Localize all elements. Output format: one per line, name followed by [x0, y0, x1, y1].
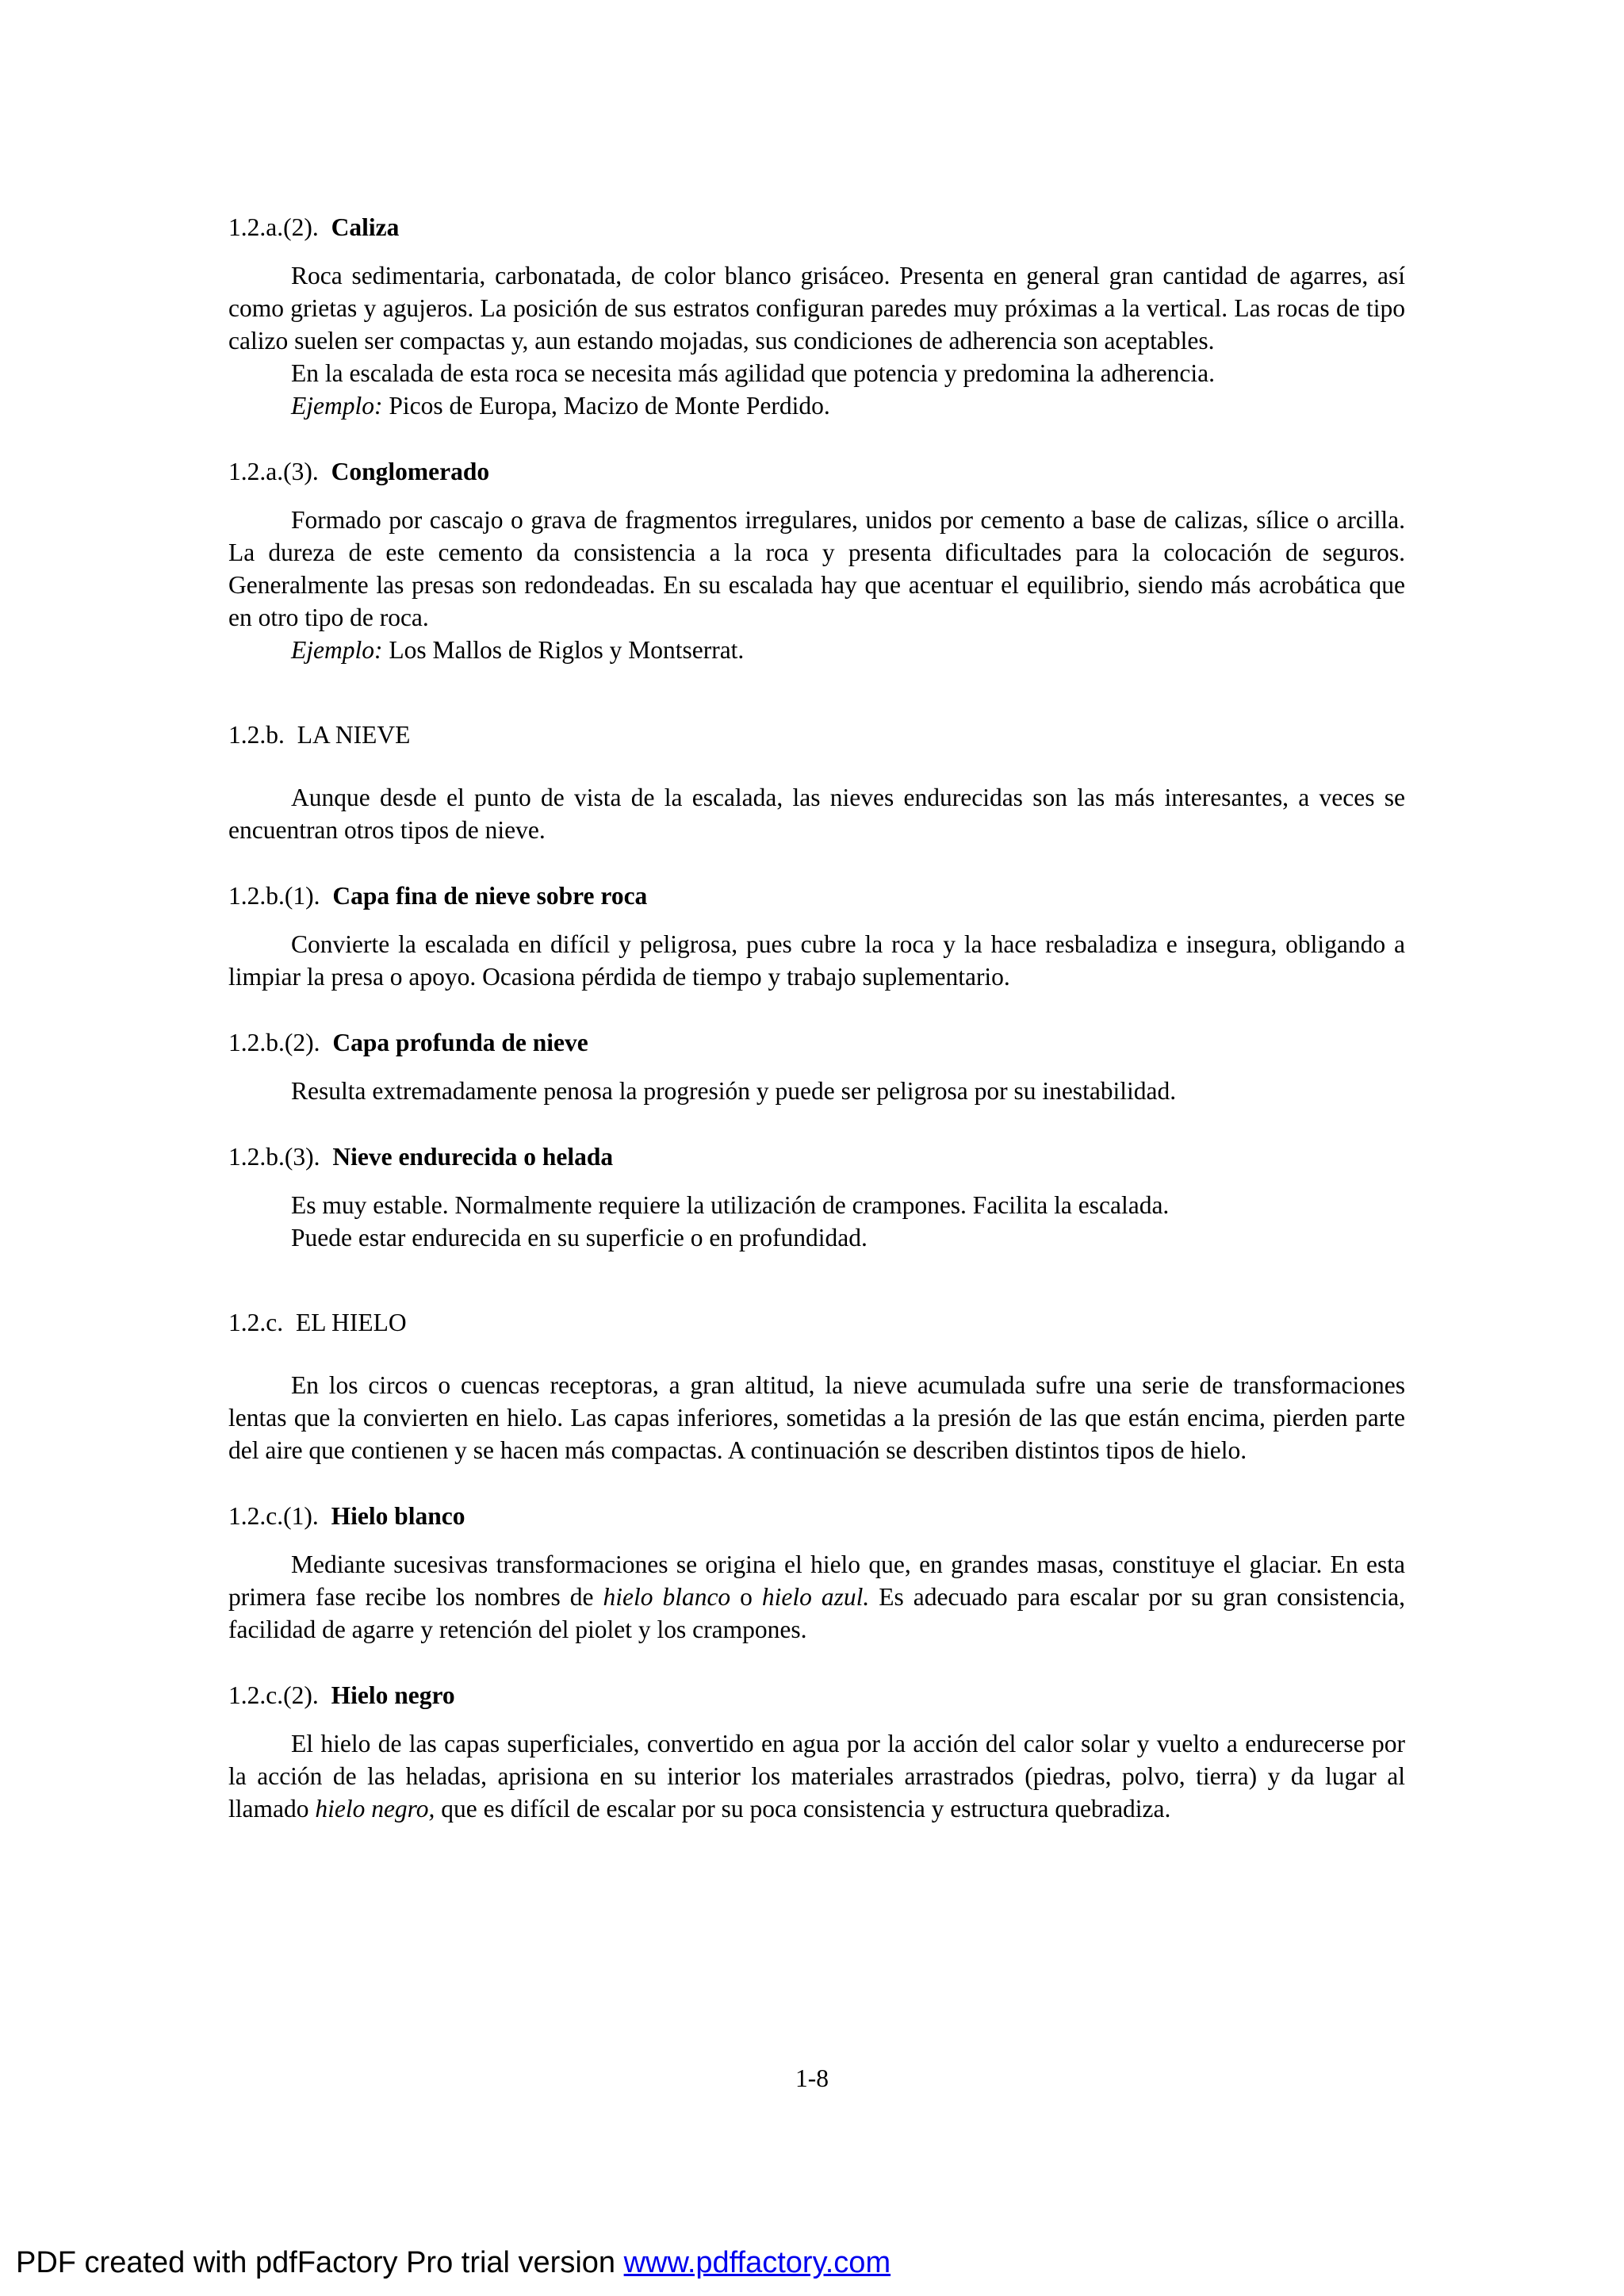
text-run: Mediante sucesivas transformaciones se origina el hielo que, en grandes masas, constituye el glaciar. En esta primera fase recibe los nombres de: [228, 1550, 1405, 1611]
capa-fina-paragraph-1: Convierte la escalada en difícil y peligrosa, pues cubre la roca y la hace resbaladiza e insegura, obligando a limpiar la presa o apoyo. Ocasiona pérdida de tiempo y trabajo suplementario.: [228, 930, 1405, 991]
heading-title: Hielo negro: [331, 1681, 455, 1709]
heading-number: 1.2.a.(2).: [228, 213, 319, 241]
heading-title: Capa fina de nieve sobre roca: [332, 882, 648, 910]
heading-title: Conglomerado: [331, 458, 490, 485]
page-number: 1-8: [795, 2064, 829, 2092]
heading-number: 1.2.c.(2).: [228, 1681, 319, 1709]
conglomerado-example: [228, 634, 1405, 666]
heading-number: 1.2.c.: [228, 1309, 284, 1336]
nieve-endurecida-paragraph-2: Puede estar endurecida en su superficie o en profundidad.: [291, 1224, 868, 1251]
caliza-paragraph-2: En la escalada de esta roca se necesita más agilidad que potencia y predomina la adherencia.: [291, 359, 1215, 387]
text-run: Es adecuado para escalar por su gran consistencia, facilidad de agarre y retención del piolet y los crampones.: [228, 1583, 1406, 1643]
caliza-example: [228, 389, 1405, 422]
text-run: que es difícil de escalar por su poca consistencia y estructura quebradiza.: [435, 1795, 1171, 1823]
conglomerado-paragraph-1: Formado por cascajo o grava de fragmentos irregulares, unidos por cemento a base de calizas, sílice o arcilla. La dureza de este cemento da consistencia a la roca y presenta dificultades para la colocación de seguros. Generalmente las presas son redondeadas. En su escalada hay que acentuar el equilibrio, siendo más acrobática que en otro tipo de roca.: [228, 506, 1405, 631]
nieve-paragraph-1: Aunque desde el punto de vista de la escalada, las nieves endurecidas son las más interesantes, a veces se encuentran otros tipos de nieve.: [228, 784, 1405, 844]
hielo-negro-paragraph-1: [228, 1727, 1405, 1825]
heading-conglomerado: [228, 455, 1405, 488]
example-label: Ejemplo:: [291, 392, 383, 420]
capa-profunda-paragraph-1: Resulta extremadamente penosa la progresión y puede ser peligrosa por su inestabilidad.: [291, 1077, 1177, 1105]
heading-title: Capa profunda de nieve: [332, 1029, 588, 1056]
heading-hielo-blanco: [228, 1500, 1405, 1532]
heading-el-hielo: [228, 1306, 1405, 1339]
page-content: [228, 211, 1405, 1825]
example-label: Ejemplo:: [291, 636, 383, 664]
heading-number: 1.2.b.(3).: [228, 1143, 320, 1171]
heading-caliza: [228, 211, 1405, 243]
heading-title: Hielo blanco: [331, 1502, 465, 1530]
heading-title: EL HIELO: [295, 1309, 407, 1336]
pdf-footer: [16, 2244, 891, 2281]
nieve-endurecida-paragraph-1: Es muy estable. Normalmente requiere la utilización de crampones. Facilita la escalada.: [291, 1191, 1170, 1219]
emphasis-hielo-azul: hielo azul.: [761, 1583, 870, 1611]
example-text: Los Mallos de Riglos y Montserrat.: [382, 636, 745, 664]
footer-link[interactable]: www.pdffactory.com: [623, 2246, 891, 2279]
text-run: El hielo de las capas superficiales, convertido en agua por la acción del calor solar y vuelto a endurecerse por la acción de las heladas, aprisiona en su interior los materiales arrastrados (piedras, polvo, tierra) y da lugar al llamado: [228, 1730, 1405, 1823]
text-run: o: [730, 1583, 762, 1611]
hielo-blanco-paragraph-1: [228, 1548, 1405, 1646]
caliza-paragraph-1: Roca sedimentaria, carbonatada, de color blanco grisáceo. Presenta en general gran cantidad de agarres, así como grietas y agujeros. La posición de sus estratos configuran paredes muy próximas a la vertical. Las rocas de tipo calizo suelen ser compactas y, aun estando mojadas, sus condiciones de adherencia son aceptables.: [228, 262, 1405, 355]
emphasis-hielo-negro: hielo negro,: [315, 1795, 435, 1823]
heading-nieve-endurecida: [228, 1140, 1405, 1173]
heading-number: 1.2.b.(1).: [228, 882, 320, 910]
heading-capa-fina: [228, 880, 1405, 912]
hielo-paragraph-1: En los circos o cuencas receptoras, a gran altitud, la nieve acumulada sufre una serie de transformaciones lentas que la convierten en hielo. Las capas inferiores, sometidas a la presión de las que están encima, pierden parte del aire que contienen y se hacen más compactas. A continuación se describen distintos tipos de hielo.: [228, 1371, 1405, 1464]
heading-title: LA NIEVE: [297, 721, 411, 749]
example-text: Picos de Europa, Macizo de Monte Perdido.: [382, 392, 830, 420]
heading-number: 1.2.b.(2).: [228, 1029, 320, 1056]
emphasis-hielo-blanco: hielo blanco: [603, 1583, 731, 1611]
heading-hielo-negro: [228, 1679, 1405, 1711]
heading-number: 1.2.a.(3).: [228, 458, 319, 485]
heading-number: 1.2.b.: [228, 721, 285, 749]
heading-capa-profunda: [228, 1026, 1405, 1059]
heading-title: Caliza: [331, 213, 400, 241]
heading-title: Nieve endurecida o helada: [332, 1143, 614, 1171]
heading-number: 1.2.c.(1).: [228, 1502, 319, 1530]
footer-text: PDF created with pdfFactory Pro trial version: [16, 2246, 624, 2279]
heading-la-nieve: [228, 719, 1405, 751]
